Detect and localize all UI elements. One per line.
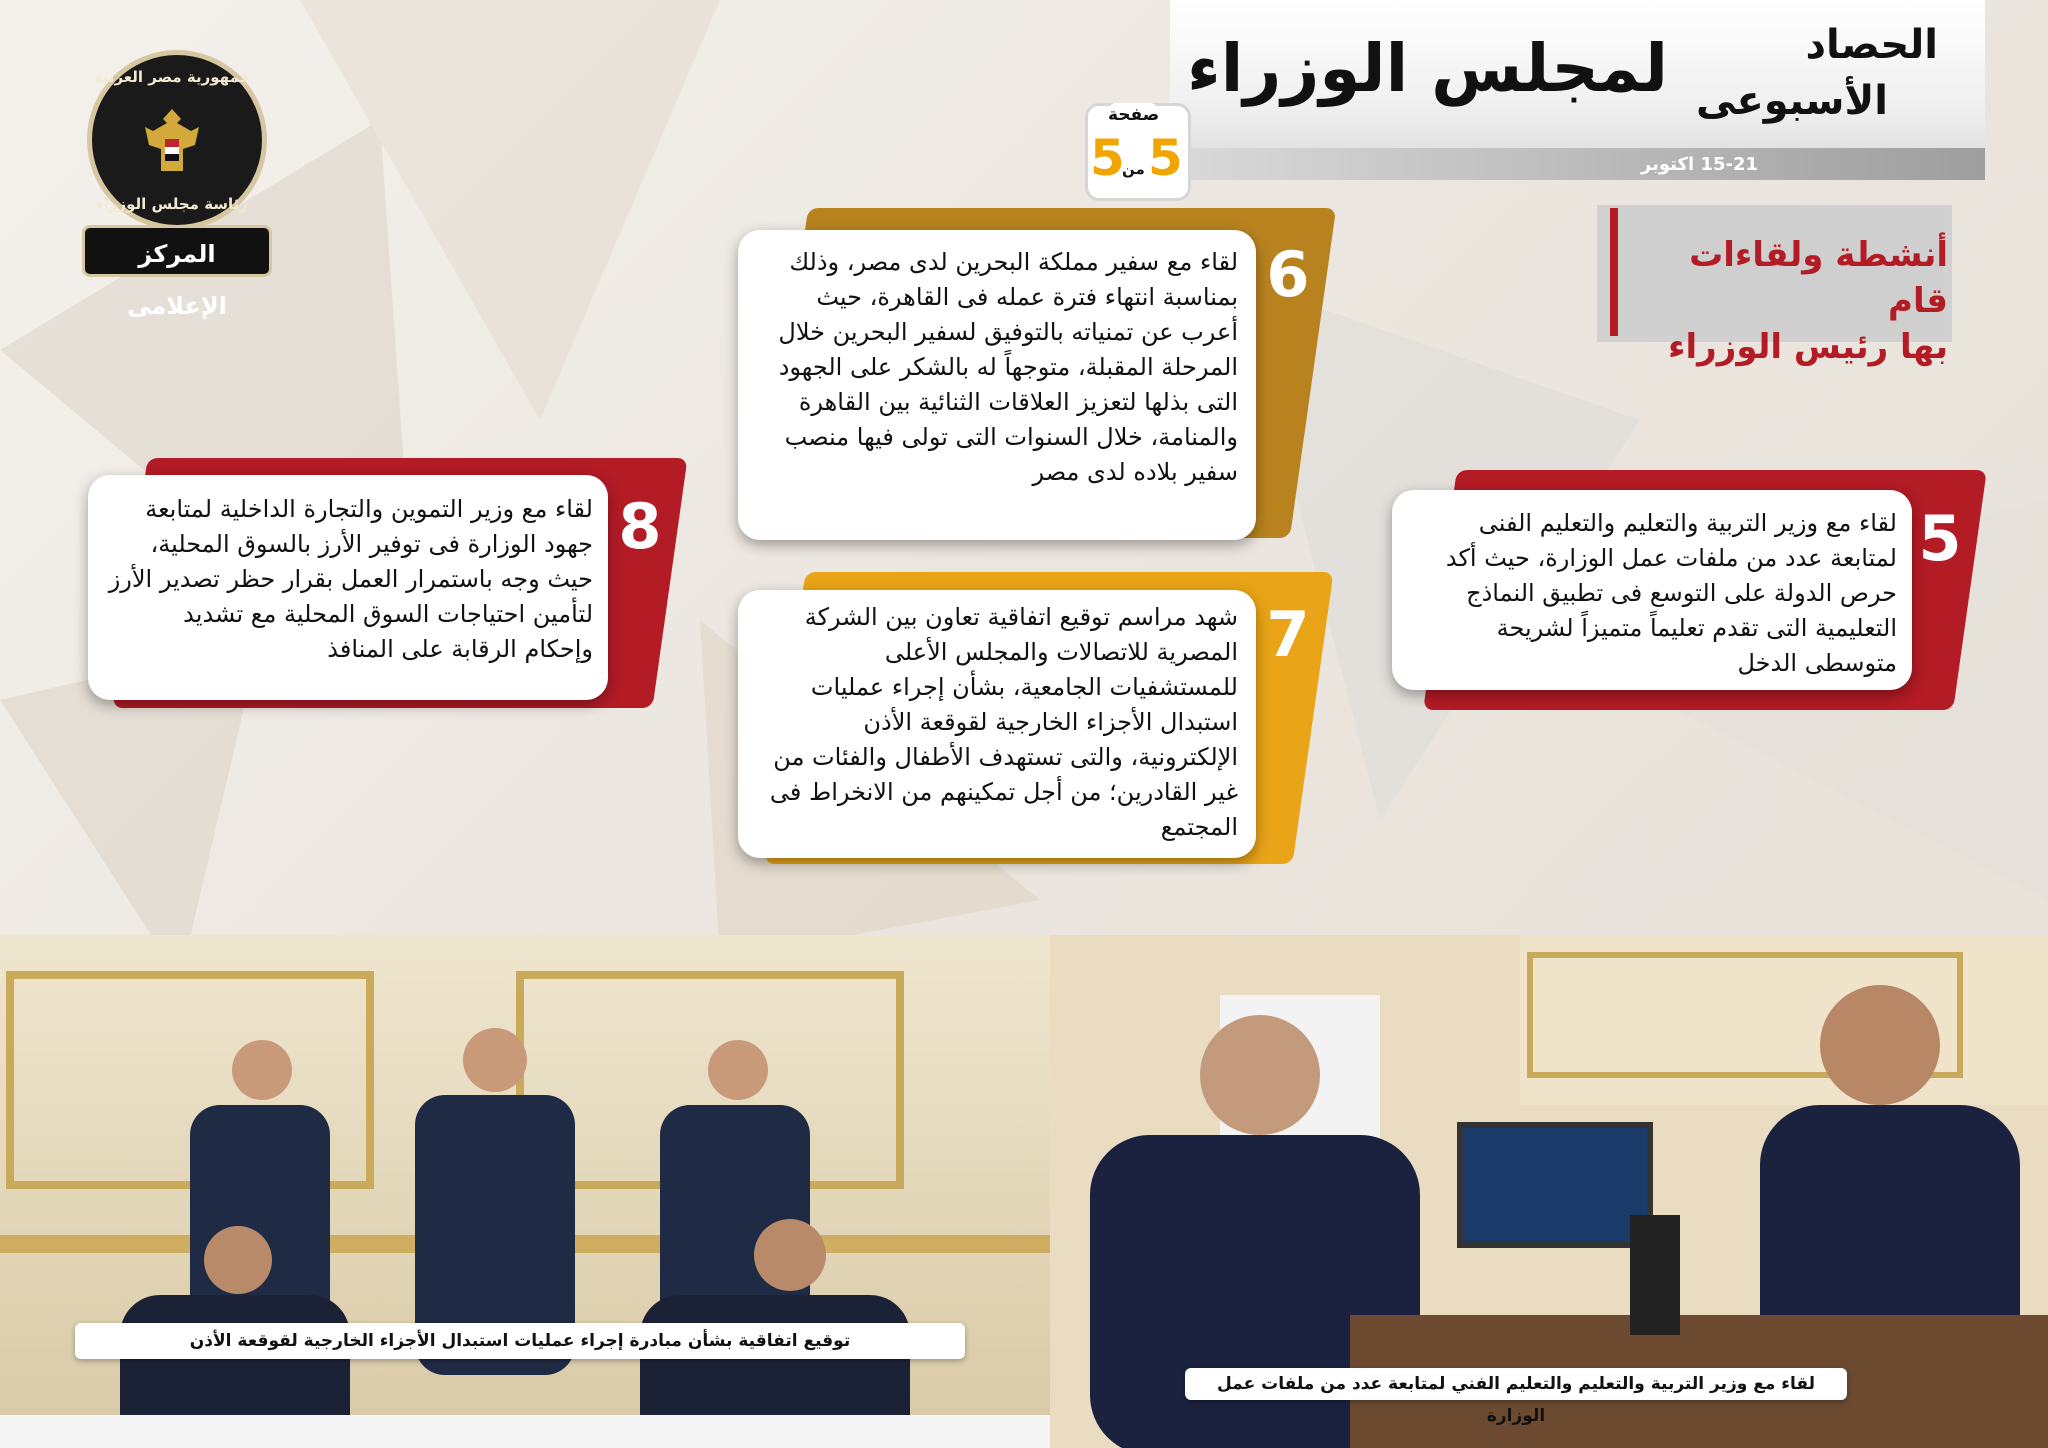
section-title-line1: أنشطة ولقاءات قام — [1689, 235, 1948, 321]
cabinet-media-center-logo — [82, 50, 272, 320]
photo-agreement-signing — [0, 935, 1050, 1448]
page-label: صفحة — [1108, 105, 1160, 125]
section-title — [1618, 232, 1948, 370]
page-current: 5 — [1148, 129, 1183, 187]
header-title-main: لمجلس الوزراء — [1187, 30, 1668, 107]
photo-meeting-caption: لقاء مع وزير التربية والتعليم والتعليم الفني لمتابعة عدد من ملفات عمل الوزارة — [1185, 1368, 1847, 1400]
header-title-line2: الأسبوعى — [1695, 78, 1888, 124]
card-6-text: لقاء مع سفير مملكة البحرين لدى مصر، وذلك بمناسبة انتهاء فترة عمله فى القاهرة، حيث أعرب عن تمنياته بالتوفيق لسفير البحرين خلال المرحلة المقبلة، متوجهاً له بالشكر على الجهود التى بذلها لتعزيز العلاقات الثنائية بين القاهرة والمنامة، خلال السنوات التى تولى فيها منصب سفير بلاده لدى مصر — [778, 248, 1238, 486]
card-8-text: لقاء مع وزير التموين والتجارة الداخلية لمتابعة جهود الوزارة فى توفير الأرز بالسوق المحلية، حيث وجه باستمرار العمل بقرار حظر تصدير الأرز لتأمين احتياجات السوق المحلية مع تشديد وإحكام الرقابة على المنافذ — [108, 495, 593, 663]
header-date-stripe — [1180, 148, 1985, 180]
logo-ring-top-text: جمهورية مصر العربية — [93, 68, 251, 86]
card-5-number: 5 — [1918, 502, 1962, 575]
logo-ring-bottom-text: رئاسة مجلس الوزراء — [96, 195, 248, 213]
page-of-label: من — [1122, 160, 1145, 178]
page-total: 5 — [1090, 129, 1125, 187]
header-title-line1: الحصاد — [1805, 22, 1938, 68]
logo-banner: المركز الإعلامى — [82, 225, 272, 277]
photo-agreement-caption: توقيع اتفاقية بشأن مبادرة إجراء عمليات استبدال الأجزاء الخارجية لقوقعة الأذن — [75, 1323, 965, 1359]
card-5-text: لقاء مع وزير التربية والتعليم والتعليم الفنى لمتابعة عدد من ملفات عمل الوزارة، حيث أكد حرص الدولة على التوسع فى تطبيق النماذج التعليمية التى تقدم تعليماً متميزاً لشريحة متوسطى الدخل — [1445, 509, 1897, 677]
card-8-number: 8 — [618, 490, 662, 563]
card-6-number: 6 — [1266, 238, 1310, 311]
header-date: 15-21 اكتوبر — [1640, 154, 1758, 175]
eagle-icon — [137, 105, 207, 180]
card-7-text: شهد مراسم توقيع اتفاقية تعاون بين الشركة المصرية للاتصالات والمجلس الأعلى للمستشفيات الجامعية، بشأن إجراء عمليات استبدال الأجزاء الخارجية لقوقعة الأذن الإلكترونية، والتى تستهدف الأطفال والفئات من غير القادرين؛ من أجل تمكينهم من الانخراط فى المجتمع — [769, 603, 1238, 841]
photo-agreement-scene — [0, 935, 1050, 1448]
section-title-line2: بها رئيس الوزراء — [1668, 327, 1948, 367]
card-7-number: 7 — [1266, 598, 1310, 671]
